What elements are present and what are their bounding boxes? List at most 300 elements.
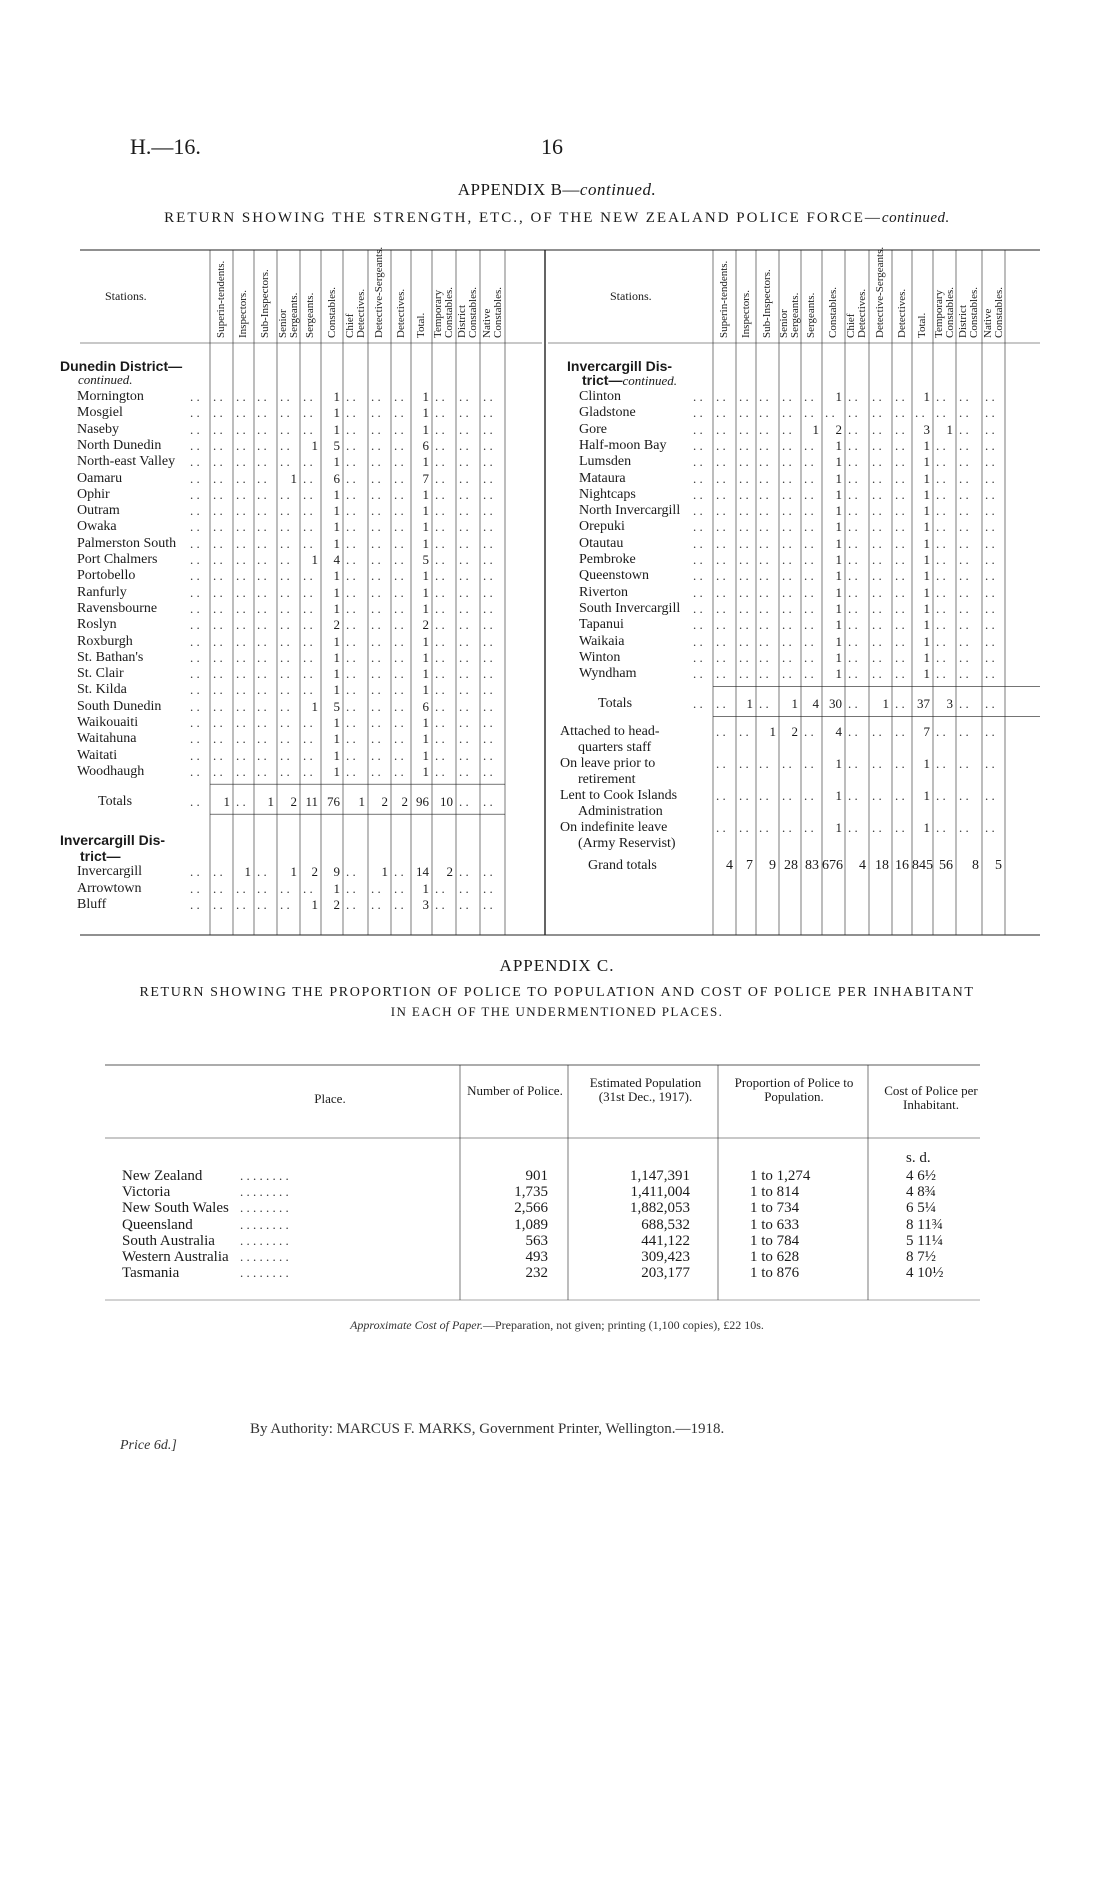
leader-dots-left: . . xyxy=(257,519,267,535)
leader-dots-right: . . xyxy=(782,389,792,404)
leader-dots-right: . . xyxy=(895,552,905,567)
station-name: Gladstone xyxy=(579,405,636,421)
leader-dots-left: . . xyxy=(346,470,356,486)
cost-value: 6 5¼ xyxy=(906,1200,936,1217)
cell-value-left: 1 xyxy=(422,600,429,616)
leader-dots-left: . . xyxy=(213,421,223,437)
leader-dots-left: . . xyxy=(213,552,223,567)
leader-dots-left: . . xyxy=(190,437,200,453)
cell-value-right: 1 xyxy=(923,820,930,836)
leader-dots-left: . . xyxy=(190,470,200,486)
cell-value-right: 1 xyxy=(835,486,842,502)
leader-dots-left: . . xyxy=(459,584,469,600)
leader-dots-right: . . xyxy=(759,649,769,665)
leader-dots-left: . . xyxy=(190,896,200,912)
leader-dots-right: . . xyxy=(895,568,905,584)
leader-dots-right: . . xyxy=(739,584,749,600)
cell-value-right: 1 xyxy=(835,519,842,535)
leader-dots-right: . . xyxy=(848,503,858,519)
grand-total-value: 28 xyxy=(784,858,798,874)
leader-dots-right: . . xyxy=(739,568,749,584)
leader-dots-right: . . xyxy=(716,552,726,567)
leader-dots-left: . . xyxy=(459,519,469,535)
stations-header-left: Stations. xyxy=(105,289,147,303)
leader-dots-right: . . xyxy=(936,666,946,682)
leader-dots-right: . . xyxy=(716,724,726,740)
leader-dots-right: . . xyxy=(759,552,769,567)
leader-dots-right: . . xyxy=(739,389,749,404)
leader-dots-right: . . xyxy=(693,454,703,470)
cell-value-left: 5 xyxy=(333,698,340,714)
leader-dots-left: . . xyxy=(394,747,404,763)
cell-value-right: 1 xyxy=(923,788,930,804)
leader-dots-left: . . xyxy=(346,568,356,584)
leader-dots-right: . . xyxy=(848,649,858,665)
appendix-b-subtitle-cont: continued. xyxy=(881,210,950,226)
leader-dots-left: . . xyxy=(190,794,200,810)
cell-value-right: 1 xyxy=(835,454,842,470)
station-name: Roxburgh xyxy=(77,633,133,649)
leader-dots-left: . . xyxy=(394,519,404,535)
leader-dots-left: . . xyxy=(303,747,313,763)
leader-dots-left: . . xyxy=(483,389,493,404)
cell-value-left: 1 xyxy=(290,864,297,880)
station-name: North Dunedin xyxy=(77,437,162,453)
column-header-left: Temporary xyxy=(432,289,444,338)
leader-dots-right: . . xyxy=(716,437,726,453)
leader-dots-right: . . xyxy=(895,454,905,470)
cell-value-left: 1 xyxy=(422,535,429,551)
leader-dots-left: . . xyxy=(303,503,313,519)
leader-dots-right: . . xyxy=(782,600,792,616)
cell-value-right: 1 xyxy=(769,724,776,740)
leader-dots-right: . . xyxy=(848,788,858,804)
police-number: 901 xyxy=(525,1168,548,1184)
leader-dots-left: . . xyxy=(257,633,267,649)
leader-dots-right: . . xyxy=(739,633,749,649)
station-name: Waitati xyxy=(77,747,118,763)
leader-dots-left: . . xyxy=(371,747,381,763)
cell-value-right: 4 xyxy=(812,696,819,712)
leader-dots-left: . . xyxy=(346,617,356,633)
leader-dots-right: . . xyxy=(759,584,769,600)
leader-dots-left: . . xyxy=(213,715,223,730)
leader-dots-right: . . xyxy=(759,617,769,633)
leader-dots-left: . . xyxy=(435,600,445,616)
leader-dots-left: . . xyxy=(394,666,404,682)
leader-dots-right: . . xyxy=(936,600,946,616)
leader-dots-left: . . xyxy=(190,617,200,633)
cell-value-right: 1 xyxy=(835,820,842,836)
station-name: Orepuki xyxy=(579,519,625,535)
leader-dots-left: . . xyxy=(371,389,381,404)
leader-dots-left: . . xyxy=(483,880,493,896)
leader-dots-left: . . xyxy=(459,600,469,616)
leader-dots-right: . . xyxy=(985,696,995,712)
leader-dots-right: . . xyxy=(985,600,995,616)
cell-value-left: 1 xyxy=(333,389,340,404)
leader-dots-right: . . xyxy=(936,649,946,665)
leader-dots-right: . . xyxy=(872,633,882,649)
leader-dots-left: . . xyxy=(394,617,404,633)
cost-value: 8 7½ xyxy=(906,1249,936,1265)
leader-dots-right: . . xyxy=(782,584,792,600)
leader-dots-left: . . xyxy=(459,617,469,633)
leader-dots-left: . . xyxy=(190,747,200,763)
leader-dots-left: . . xyxy=(435,421,445,437)
station-name: Pembroke xyxy=(579,552,636,567)
leader-dots-left: . . xyxy=(213,617,223,633)
cell-value-left: 1 xyxy=(422,519,429,535)
leader-dots-right: . . xyxy=(848,820,858,836)
cell-value-right: 1 xyxy=(835,437,842,453)
district-heading-2b: trict— xyxy=(80,848,121,865)
place-name: South Australia xyxy=(122,1232,215,1249)
cell-value-left: 1 xyxy=(422,486,429,502)
leader-dots-right: . . xyxy=(782,405,792,421)
leader-dots-left: . . xyxy=(303,617,313,633)
leader-dots-left: . . xyxy=(394,405,404,421)
leader-dots-right: . . xyxy=(848,696,858,712)
station-name: Waikaia xyxy=(579,633,625,649)
population-value: 1,411,004 xyxy=(630,1184,690,1201)
cell-value-right: 1 xyxy=(835,756,842,772)
leader-dots-right: . . xyxy=(959,437,969,453)
extra-row-label: On leave prior to xyxy=(560,756,656,772)
cell-value-left: 1 xyxy=(422,666,429,682)
grand-total-value: 5 xyxy=(995,858,1002,874)
station-name: Waitahuna xyxy=(77,731,137,747)
leader-dots-left: . . xyxy=(435,389,445,404)
leader-dots-left: . . xyxy=(346,666,356,682)
leader-dots-left: . . xyxy=(483,519,493,535)
cell-value-left: 1 xyxy=(422,731,429,747)
cell-value-left: 2 xyxy=(401,794,408,810)
column-header-right: Detectives. xyxy=(856,288,868,338)
cell-value-right: 3 xyxy=(946,696,953,712)
cell-value-left: 5 xyxy=(333,437,340,453)
leader-dots-left: . . xyxy=(483,584,493,600)
leader-dots-right: . . xyxy=(959,519,969,535)
leader-dots-right: . . xyxy=(782,503,792,519)
cell-value-left: 1 xyxy=(333,421,340,437)
leader-dots-left: . . xyxy=(257,880,267,896)
appendix-c-subtitle: RETURN SHOWING THE PROPORTION OF POLICE TO POPULATION AND COST OF POLICE PER INHABITANT xyxy=(139,985,975,1000)
leader-dots-left: . . xyxy=(280,535,290,551)
leader-dots-left: . . xyxy=(459,503,469,519)
leader-dots-left: . . xyxy=(190,584,200,600)
column-header-right: Detectives. xyxy=(895,288,908,338)
leader-dots-right: . . xyxy=(936,552,946,567)
leader-dots-left: . . xyxy=(483,896,493,912)
station-name: Portobello xyxy=(77,568,136,584)
column-header-left: Constables. xyxy=(325,286,338,338)
leader-dots-left: . . xyxy=(483,682,493,698)
cell-value-right: 1 xyxy=(923,519,930,535)
station-name: North-east Valley xyxy=(77,454,176,470)
leader-dots-left: . . xyxy=(459,794,469,810)
leader-dots-right: . . xyxy=(759,405,769,421)
police-number: 563 xyxy=(525,1232,548,1249)
leader-dots-right: . . xyxy=(759,788,769,804)
leader-dots-left: . . xyxy=(257,617,267,633)
leader-dots-left: . . xyxy=(459,864,469,880)
column-header-right: Temporary xyxy=(932,289,945,338)
leader-dots-left: . . xyxy=(280,421,290,437)
leader-dots-left: . . xyxy=(394,535,404,551)
column-header-right: Total. xyxy=(916,312,928,338)
station-name: Wyndham xyxy=(579,666,637,682)
totals-label-left: Totals xyxy=(98,794,133,810)
station-name: Naseby xyxy=(77,421,119,437)
cell-value-right: 4 xyxy=(835,724,842,740)
leader-dots-left: . . xyxy=(435,633,445,649)
leader-dots-right: . . xyxy=(936,788,946,804)
leader-dots-right: . . xyxy=(985,568,995,584)
cell-value-left: 1 xyxy=(422,633,429,649)
leader-dots-right: . . xyxy=(693,437,703,453)
leader-dots-right: . . xyxy=(693,600,703,616)
column-header-right: Superin-tendents. xyxy=(718,260,730,338)
leader-dots-left: . . xyxy=(346,503,356,519)
column-header-left: Detectives. xyxy=(394,288,407,338)
leader-dots-left: . . xyxy=(280,715,290,730)
cell-value-right: 1 xyxy=(923,503,930,519)
cell-value-right: 1 xyxy=(923,552,930,567)
leader-dots-left: . . xyxy=(435,486,445,502)
column-header-left: Sergeants. xyxy=(304,292,316,338)
leader-dots-left: . . xyxy=(483,747,493,763)
column-header-left: Superin-tendents. xyxy=(215,260,227,338)
leader-dots-left: . . xyxy=(190,552,200,567)
population-value: 1,882,053 xyxy=(630,1200,690,1217)
cell-value-left: 2 xyxy=(333,896,340,912)
page-number: 16 xyxy=(541,134,563,159)
leader-dots-left: . . xyxy=(236,470,246,486)
column-header-right: Sub-Inspectors. xyxy=(761,269,773,338)
leader-dots-right: . . xyxy=(872,470,882,486)
cell-value-right: 2 xyxy=(835,421,842,437)
leader-dots-right: . . xyxy=(804,584,814,600)
leader-dots-left: . . xyxy=(483,731,493,747)
leader-dots-left: . . xyxy=(435,470,445,486)
leader-dots-right: . . xyxy=(895,421,905,437)
leader-dots-right: . . xyxy=(739,788,749,804)
place-name: New South Wales xyxy=(122,1200,229,1217)
leader-dots-left: . . xyxy=(483,617,493,633)
leader-dots-right: . . xyxy=(872,600,882,616)
leader-dots-left: . . xyxy=(371,454,381,470)
leader-dots-left: . . xyxy=(257,600,267,616)
cell-value-right: 1 xyxy=(835,535,842,551)
column-header-right: Detective-Sergeants. xyxy=(874,246,886,338)
leader-dots-right: . . xyxy=(872,724,882,740)
leader-dots-left: . . xyxy=(303,880,313,896)
cell-value-right: 3 xyxy=(923,421,930,437)
leader-dots-right: . . xyxy=(959,724,969,740)
population-value: 1,147,391 xyxy=(630,1168,690,1184)
leader-dots-right: . . xyxy=(872,649,882,665)
cell-value-right: 37 xyxy=(917,696,930,712)
leader-dots-right: . . xyxy=(848,633,858,649)
station-name: Tapanui xyxy=(579,617,624,633)
leader-dots-right: . . xyxy=(936,389,946,404)
police-number: 232 xyxy=(525,1265,548,1282)
leader-dots-left: . . xyxy=(213,405,223,421)
column-header-right: District xyxy=(957,305,969,338)
cell-value-left: 2 xyxy=(311,864,318,880)
column-header-left: Native xyxy=(480,308,493,338)
cell-value-right: 1 xyxy=(923,568,930,584)
leader-dots-left: . . xyxy=(236,600,246,616)
leader-dots-left: . . xyxy=(280,698,290,714)
station-name: St. Kilda xyxy=(77,682,127,698)
leader-dots-right: . . xyxy=(693,568,703,584)
leader-dots-right: . . xyxy=(848,405,858,421)
leader-dots-right: . . xyxy=(782,486,792,502)
leader-dots-right: . . xyxy=(716,454,726,470)
leader-dots-right: . . xyxy=(804,649,814,665)
leader-dots-left: . . xyxy=(435,503,445,519)
cell-value-left: 1 xyxy=(381,864,388,880)
leader-dots-left: . . xyxy=(435,666,445,682)
leader-dots-left: . . xyxy=(213,666,223,682)
cost-label: Approximate Cost of Paper. xyxy=(350,1318,483,1332)
leader-dots-left: . . xyxy=(346,405,356,421)
leader-dots-left: . . xyxy=(346,698,356,714)
grand-total-value: 676 xyxy=(822,858,843,874)
leader-dots-right: . . xyxy=(739,617,749,633)
leader-dots-right: . . xyxy=(848,617,858,633)
leader-dots-left: . . xyxy=(371,763,381,779)
cell-value-right: 1 xyxy=(923,454,930,470)
leader-dots-left: . . xyxy=(236,731,246,747)
leader-dots-left: . . xyxy=(346,731,356,747)
leader-dots-left: . . xyxy=(236,519,246,535)
leader-dots-left: . . xyxy=(280,437,290,453)
leader-dots-left: . . xyxy=(394,389,404,404)
leader-dots-left: . . xyxy=(346,763,356,779)
cell-value-right: 1 xyxy=(835,788,842,804)
leader-dots-right: . . xyxy=(936,454,946,470)
leader-dots-left: . . xyxy=(280,682,290,698)
cost-value: 4 10½ xyxy=(906,1265,944,1282)
cell-value-left: 1 xyxy=(422,649,429,665)
leader-dots-right: . . xyxy=(739,470,749,486)
leader-dots-right: . . xyxy=(985,724,995,740)
leader-dots-right: . . xyxy=(872,421,882,437)
leader-dots-left: . . xyxy=(371,568,381,584)
leader-dots-right: . . xyxy=(693,649,703,665)
leader-dots-right: . . xyxy=(959,788,969,804)
leader-dots-left: . . xyxy=(371,896,381,912)
leader-dots-right: . . xyxy=(872,820,882,836)
leader-dots-left: . . xyxy=(483,864,493,880)
column-header-left: Senior xyxy=(276,309,289,338)
cell-value-right: 1 xyxy=(791,696,798,712)
station-name: Half-moon Bay xyxy=(579,437,667,453)
leader-dots-left: . . xyxy=(303,584,313,600)
leader-dots-left: . . xyxy=(435,715,445,730)
leader-dots-left: . . xyxy=(346,486,356,502)
leader-dots-left: . . xyxy=(280,519,290,535)
station-name: Mornington xyxy=(77,389,144,404)
leader-dots-right: . . xyxy=(959,666,969,682)
leader-dots-left: . . xyxy=(257,405,267,421)
leader-dots-left: . . xyxy=(280,389,290,404)
leader-dots-right: . . xyxy=(782,470,792,486)
leader-dots-right: . . xyxy=(804,405,814,421)
appendix-b-subtitle-text: RETURN SHOWING THE STRENGTH, ETC., OF THE NEW ZEALAND POLICE FORCE— xyxy=(164,210,882,226)
appendix-b-title-cont: continued. xyxy=(579,180,657,199)
totals-label-right: Totals xyxy=(598,696,633,712)
leader-dots-right: . . xyxy=(895,519,905,535)
station-name: Gore xyxy=(579,421,607,437)
cell-value-left: 1 xyxy=(333,535,340,551)
leader-dots-right: . . xyxy=(985,535,995,551)
leader-dots-left: . . xyxy=(371,649,381,665)
cell-value-left: 1 xyxy=(333,584,340,600)
cell-value-right: 1 xyxy=(923,389,930,404)
column-header-left: Constables. xyxy=(491,286,504,338)
column-header-right: Sergeants. xyxy=(805,292,817,338)
leader-dots-right: . . xyxy=(804,568,814,584)
cell-value-left: 14 xyxy=(416,864,429,880)
leader-dots-left: . . xyxy=(213,633,223,649)
leader-dots-right: . . xyxy=(959,820,969,836)
leader-dots-left: . . xyxy=(459,405,469,421)
proportion-value: 1 to 734 xyxy=(750,1200,800,1217)
leader-dots-left: . . xyxy=(394,568,404,584)
leader-dots-left: . . xyxy=(394,437,404,453)
leader-dots-right: . . xyxy=(985,437,995,453)
leader-dots-right: . . xyxy=(985,649,995,665)
station-name: South Invercargill xyxy=(579,600,681,616)
column-header-right: Sergeants. xyxy=(789,292,801,338)
leader-dots-left: . . xyxy=(459,731,469,747)
leader-dots-right: . . xyxy=(739,666,749,682)
appendix-c-title: APPENDIX C. xyxy=(499,956,615,975)
cell-value-left: 1 xyxy=(333,633,340,649)
leader-dots-right: . . xyxy=(804,820,814,836)
cell-value-left: 1 xyxy=(333,747,340,763)
leader-dots-right: . . xyxy=(759,470,769,486)
leader-dots-left: . . xyxy=(236,763,246,779)
leader-dots-left: . . xyxy=(213,568,223,584)
leader-dots-right: . . xyxy=(804,788,814,804)
leader-dots-left: . . xyxy=(190,519,200,535)
district-continued-right: continued. xyxy=(622,373,677,388)
leader-dots-right: . . xyxy=(739,535,749,551)
leader-dots-right: . . xyxy=(782,649,792,665)
leader-dots-right: . . xyxy=(804,633,814,649)
leader-dots-left: . . xyxy=(236,405,246,421)
station-name: Lumsden xyxy=(579,454,632,470)
leader-dots-left: . . xyxy=(280,880,290,896)
station-name: South Dunedin xyxy=(77,698,162,714)
authority-line: By Authority: MARCUS F. MARKS, Government Printer, Wellington.—1918. xyxy=(250,1421,725,1437)
cost-value: 4 6½ xyxy=(906,1168,936,1184)
leader-dots-left: . . xyxy=(435,405,445,421)
leader-dots-right: . . xyxy=(959,486,969,502)
leader-dots-right: . . xyxy=(959,535,969,551)
cell-value-right: 1 xyxy=(923,437,930,453)
cell-value-right: 1 xyxy=(835,568,842,584)
leader-dots-right: . . xyxy=(959,617,969,633)
cell-value-right: 1 xyxy=(923,535,930,551)
leader-dots-left: . . xyxy=(346,421,356,437)
station-name: Outram xyxy=(77,503,120,519)
